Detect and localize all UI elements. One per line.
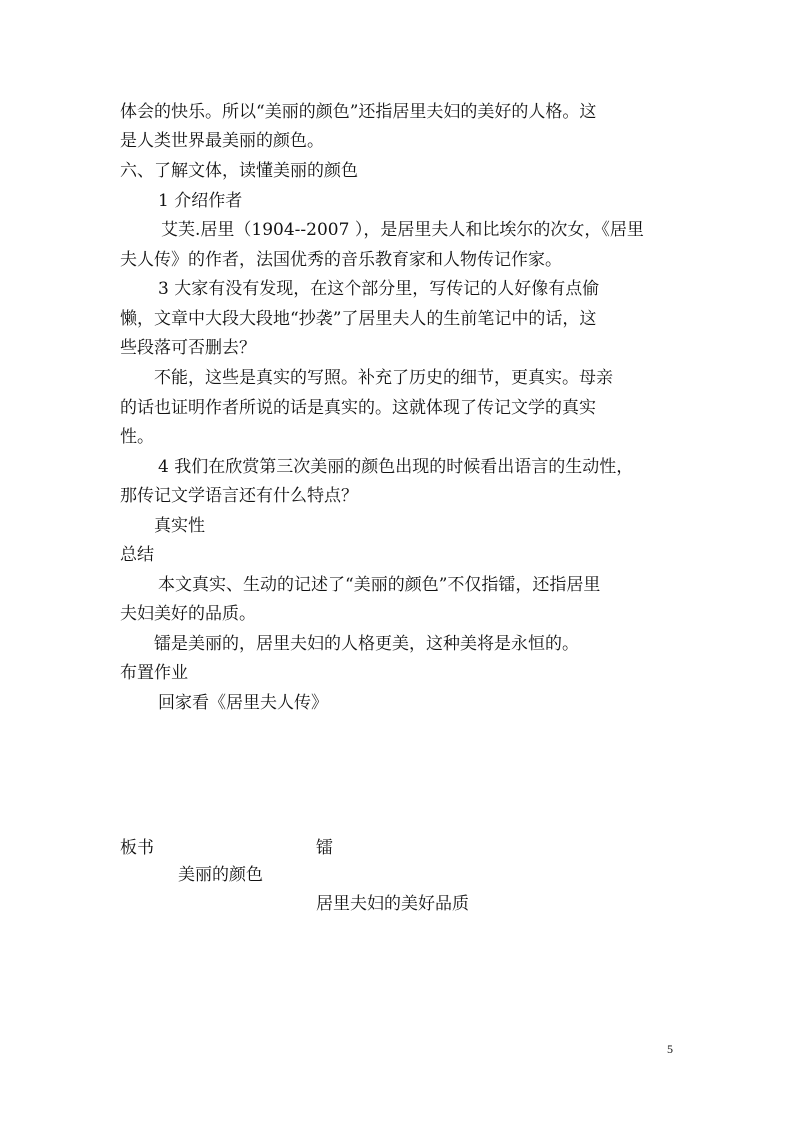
paragraph-line: 真实性 <box>154 516 205 536</box>
paragraph-line: 艾芙.居里（1904--2007 ），是居里夫人和比埃尔的次女，《居里 <box>161 220 644 240</box>
board-item-beautiful-color: 美丽的颜色 <box>178 865 263 885</box>
paragraph-line: 4 我们在欣赏第三次美丽的颜色出现的时候看出语言的生动性， <box>158 457 634 477</box>
subheading: 1 介绍作者 <box>158 191 243 211</box>
paragraph-line: 性。 <box>120 427 154 447</box>
paragraph-line: 夫妇美好的品质。 <box>120 604 256 624</box>
section-heading: 总结 <box>120 545 154 565</box>
paragraph-line: 夫人传》的作者，法国优秀的音乐教育家和人物传记作家。 <box>120 250 562 270</box>
paragraph-line: 3 大家有没有发现，在这个部分里，写传记的人好像有点偷 <box>158 279 600 299</box>
paragraph-line: 那传记文学语言还有什么特点？ <box>120 486 358 506</box>
paragraph-line: 回家看《居里夫人传》 <box>158 693 328 713</box>
board-label: 板书 <box>120 838 154 858</box>
section-heading: 六、了解文体，读懂美丽的颜色 <box>120 161 358 181</box>
board-item-radium: 镭 <box>316 838 333 858</box>
paragraph-line: 体会的快乐。所以“美丽的颜色”还指居里夫妇的美好的人格。这 <box>120 102 597 122</box>
paragraph-line: 的话也证明作者所说的话是真实的。这就体现了传记文学的真实 <box>120 398 596 418</box>
paragraph-line: 不能，这些是真实的写照。补充了历史的细节，更真实。母亲 <box>154 368 613 388</box>
paragraph-line: 本文真实、生动的记述了“美丽的颜色”不仅指镭，还指居里 <box>158 575 601 595</box>
paragraph-line: 懒，文章中大段大段地“抄袭”了居里夫人的生前笔记中的话，这 <box>120 309 597 329</box>
board-item-virtue: 居里夫妇的美好品质 <box>316 894 469 914</box>
paragraph-line: 些段落可否删去？ <box>120 338 256 358</box>
page-number: 5 <box>667 1042 673 1056</box>
paragraph-line: 是人类世界最美丽的颜色。 <box>120 131 324 151</box>
paragraph-line: 镭是美丽的，居里夫妇的人格更美，这种美将是永恒的。 <box>154 634 579 654</box>
section-heading: 布置作业 <box>120 663 188 683</box>
